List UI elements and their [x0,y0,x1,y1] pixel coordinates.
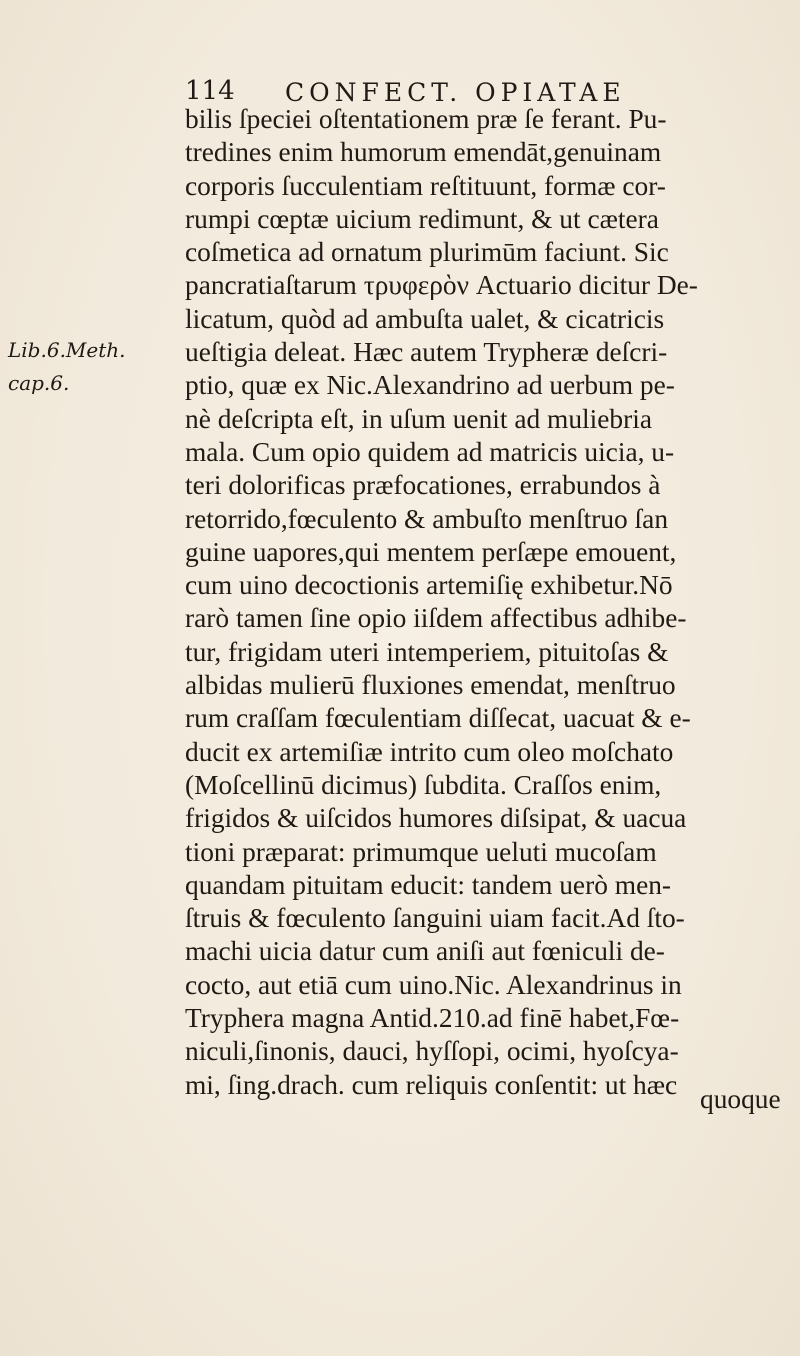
text-line: (Moſcellinū dicimus) ſubdita. Craſſos enim, [185,769,662,800]
running-title: CONFECT. OPIATAE [285,78,626,107]
text-line: rumpi cœptæ uicium redimunt, & ut cætera [185,203,659,234]
text-line: coſmetica ad ornatum plurimūm faciunt. Sic [185,237,669,268]
text-line: ptio, quæ ex Nic.Alexandrino ad uerbum pe- [185,370,675,401]
text-line: mi, ſing.drach. cum reliquis conſentit: ut hæc [185,1069,678,1100]
text-line: cocto, aut etiā cum uino.Nic. Alexandrinus in [185,969,682,1000]
text-line: tur, frigidam uteri intemperiem, pituitoſas & [185,636,669,667]
text-line: licatum, quòd ad ambuſta ualet, & cicatricis [185,303,665,334]
text-line: tioni præparat: primumque ueluti mucoſam [185,836,657,867]
text-line: nè deſcripta eſt, in uſum uenit ad muliebria [185,403,653,434]
text-line: rarò tamen ſine opio iiſdem affectibus adhibe- [185,603,687,634]
text-line: ueſtigia deleat. Hæc autem Trypheræ deſcri- [185,337,668,368]
text-line: teri dolorificas præfocationes, errabundos à [185,470,661,501]
text-line: mala. Cum opio quidem ad matricis uicia, u- [185,436,675,467]
text-line: rum craſſam fœculentiam diſſecat, uacuat & e- [185,703,691,734]
text-line: cum uino decoctionis artemiſię exhibetur.Nō [185,570,673,601]
text-line: guine uapores,qui mentem perſæpe emouent, [185,536,677,567]
text-line: bilis ſpeciei oſtentationem præ ſe ferant. Pu- [185,104,667,134]
margin-note-chapter: cap.6. [8,371,70,395]
text-line: machi uicia datur cum aniſi aut fœniculi de- [185,936,665,967]
margin-note-reference: Lib.6.Meth. [8,338,126,362]
text-line: quandam pituitam educit: tandem uerò men- [185,869,672,900]
text-line: ducit ex artemiſiæ intrito cum oleo moſchato [185,736,674,767]
text-line: Tryphera magna Antid.210.ad finē habet,Fœ- [185,1003,680,1034]
text-line: ſtruis & fœculento ſanguini uiam facit.Ad ſto- [185,903,685,934]
body-text [185,103,797,1102]
text-line: niculi,ſinonis, dauci, hyſſopi, ocimi, hyoſcya- [185,1036,679,1067]
text-line: tredines enim humorum emendāt,genuinam [185,137,662,168]
text-line: frigidos & uiſcidos humores diſsipat, & uacua [185,803,687,834]
text-line: pancratiaſtarum τρυφερὸν Actuario dicitur De- [185,270,698,301]
text-line: retorrido,fœculento & ambuſto menſtruo ſan [185,503,669,534]
text-line: albidas mulierū fluxiones emendat, menſtruo [185,670,676,701]
catchword: quoque [700,1084,781,1114]
text-line: corporis ſucculentiam reſtituunt, formæ cor- [185,170,666,201]
page-number: 114 [185,76,235,106]
